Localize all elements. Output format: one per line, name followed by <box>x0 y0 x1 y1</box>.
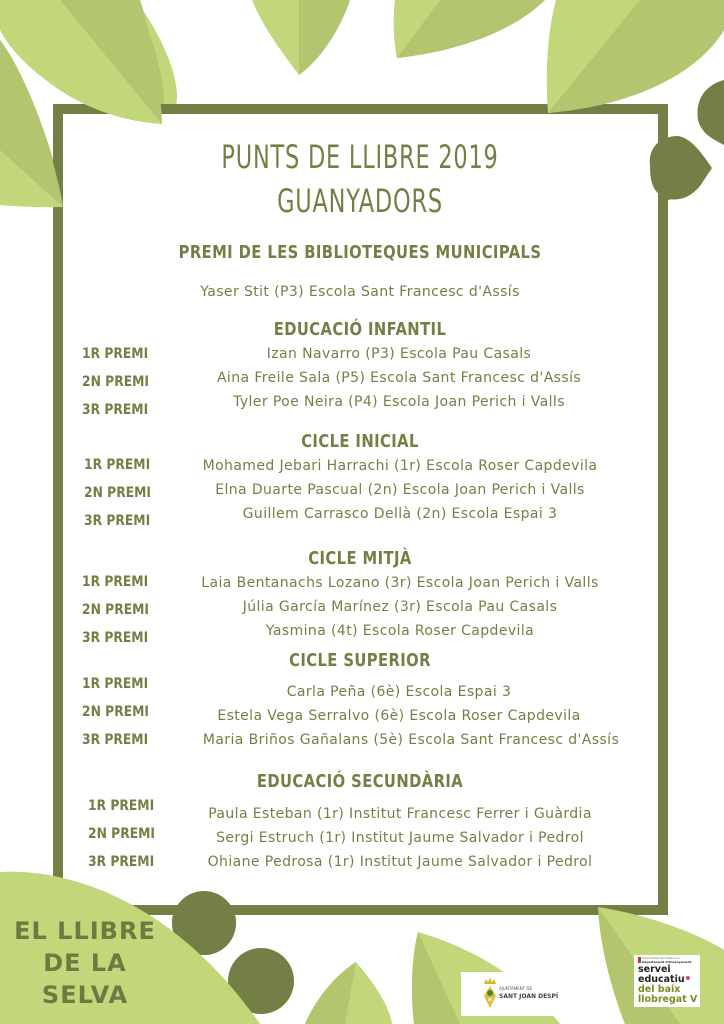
book-title-line: EL LLIBRE <box>14 917 156 945</box>
prize-label: 3R PREMI <box>82 732 149 748</box>
generalitat-icon <box>638 957 641 963</box>
prize-label: 2N PREMI <box>82 704 149 720</box>
winner-entry: Ohiane Pedrosa (1r) Institut Jaume Salvador i Pedrol <box>207 854 593 870</box>
section-heading: PREMI DE LES BIBLIOTEQUES MUNICIPALS <box>178 242 542 263</box>
dark-leaf-on-frame <box>650 136 712 200</box>
prize-label: 2N PREMI <box>88 826 155 842</box>
prize-label: 1R PREMI <box>82 676 149 692</box>
winner-entry: Mohamed Jebari Harrachi (1r) Escola Roser Capdevila <box>202 458 598 474</box>
winner-entry: Laia Bentanachs Lozano (3r) Escola Joan Perich i Valls <box>201 575 599 591</box>
section-heading: CICLE INICIAL <box>301 431 419 452</box>
prize-label: 1R PREMI <box>84 457 151 473</box>
ajuntament-logo <box>461 972 559 1016</box>
section-heading: EDUCACIÓ INFANTIL <box>273 319 447 340</box>
winner-entry: Yaser Stit (P3) Escola Sant Francesc d'Assís <box>200 284 520 300</box>
prize-label: 1R PREMI <box>82 574 149 590</box>
dot-icon <box>686 976 690 980</box>
servei-line: del baix <box>638 984 681 995</box>
winner-entry: Guillem Carrasco Dellà (2n) Escola Espai 3 <box>242 506 558 522</box>
ajuntament-name: SANT JOAN DESPÍ <box>499 993 559 1000</box>
winner-entry: Júlia García Marínez (3r) Escola Pau Casals <box>242 599 558 615</box>
page-title: PUNTS DE LLIBRE 2019 <box>221 138 499 176</box>
winner-entry: Sergi Estruch (1r) Institut Jaume Salvador i Pedrol <box>216 830 584 846</box>
prize-label: 2N PREMI <box>82 602 149 618</box>
prize-label: 3R PREMI <box>88 854 155 870</box>
winner-entry: Elna Duarte Pascual (2n) Escola Joan Perich i Valls <box>215 482 585 498</box>
page-subtitle: GUANYADORS <box>277 182 443 220</box>
prize-label: 1R PREMI <box>82 346 149 362</box>
winner-entry: Aina Freile Sala (P5) Escola Sant Francesc d'Assís <box>216 370 582 386</box>
generalitat-label: Generalitat de Catalunya <box>642 956 680 960</box>
prize-label: 3R PREMI <box>84 513 151 529</box>
winner-entry: Yasmina (4t) Escola Roser Capdevila <box>265 623 535 639</box>
servei-educatiu-logo <box>634 955 700 1007</box>
section-heading: CICLE MITJÀ <box>308 548 412 569</box>
ajuntament-label: AJUNTAMENT DE <box>499 986 532 991</box>
prize-label: 1R PREMI <box>88 798 155 814</box>
prize-label: 2N PREMI <box>82 374 149 390</box>
book-title-line: DE LA <box>43 949 127 977</box>
section-heading: CICLE SUPERIOR <box>289 650 431 671</box>
book-title-line: SELVA <box>41 981 129 1009</box>
servei-line: servei <box>638 964 671 975</box>
section-heading: EDUCACIÓ SECUNDÀRIA <box>256 771 464 792</box>
winner-entry: Izan Navarro (P3) Escola Pau Casals <box>266 346 532 362</box>
winner-entry: Tyler Poe Neira (P4) Escola Joan Perich i Valls <box>233 394 565 410</box>
servei-line: llobregat V <box>638 994 698 1005</box>
winner-entry: Maria Briños Gañalans (5è) Escola Sant Francesc d'Assís <box>202 732 620 748</box>
winner-entry: Estela Vega Serralvo (6è) Escola Roser Capdevila <box>217 708 581 724</box>
prize-label: 3R PREMI <box>82 402 149 418</box>
servei-line: educatiu <box>638 974 685 985</box>
prize-label: 2N PREMI <box>84 485 151 501</box>
department-label: Departament d'Ensenyament <box>642 960 692 964</box>
prize-label: 3R PREMI <box>82 630 149 646</box>
winner-entry: Paula Esteban (1r) Institut Francesc Ferrer i Guàrdia <box>208 806 592 822</box>
winner-entry: Carla Peña (6è) Escola Espai 3 <box>286 684 512 700</box>
coat-of-arms-icon <box>483 978 497 1010</box>
leaf-overlay-right <box>547 0 724 113</box>
